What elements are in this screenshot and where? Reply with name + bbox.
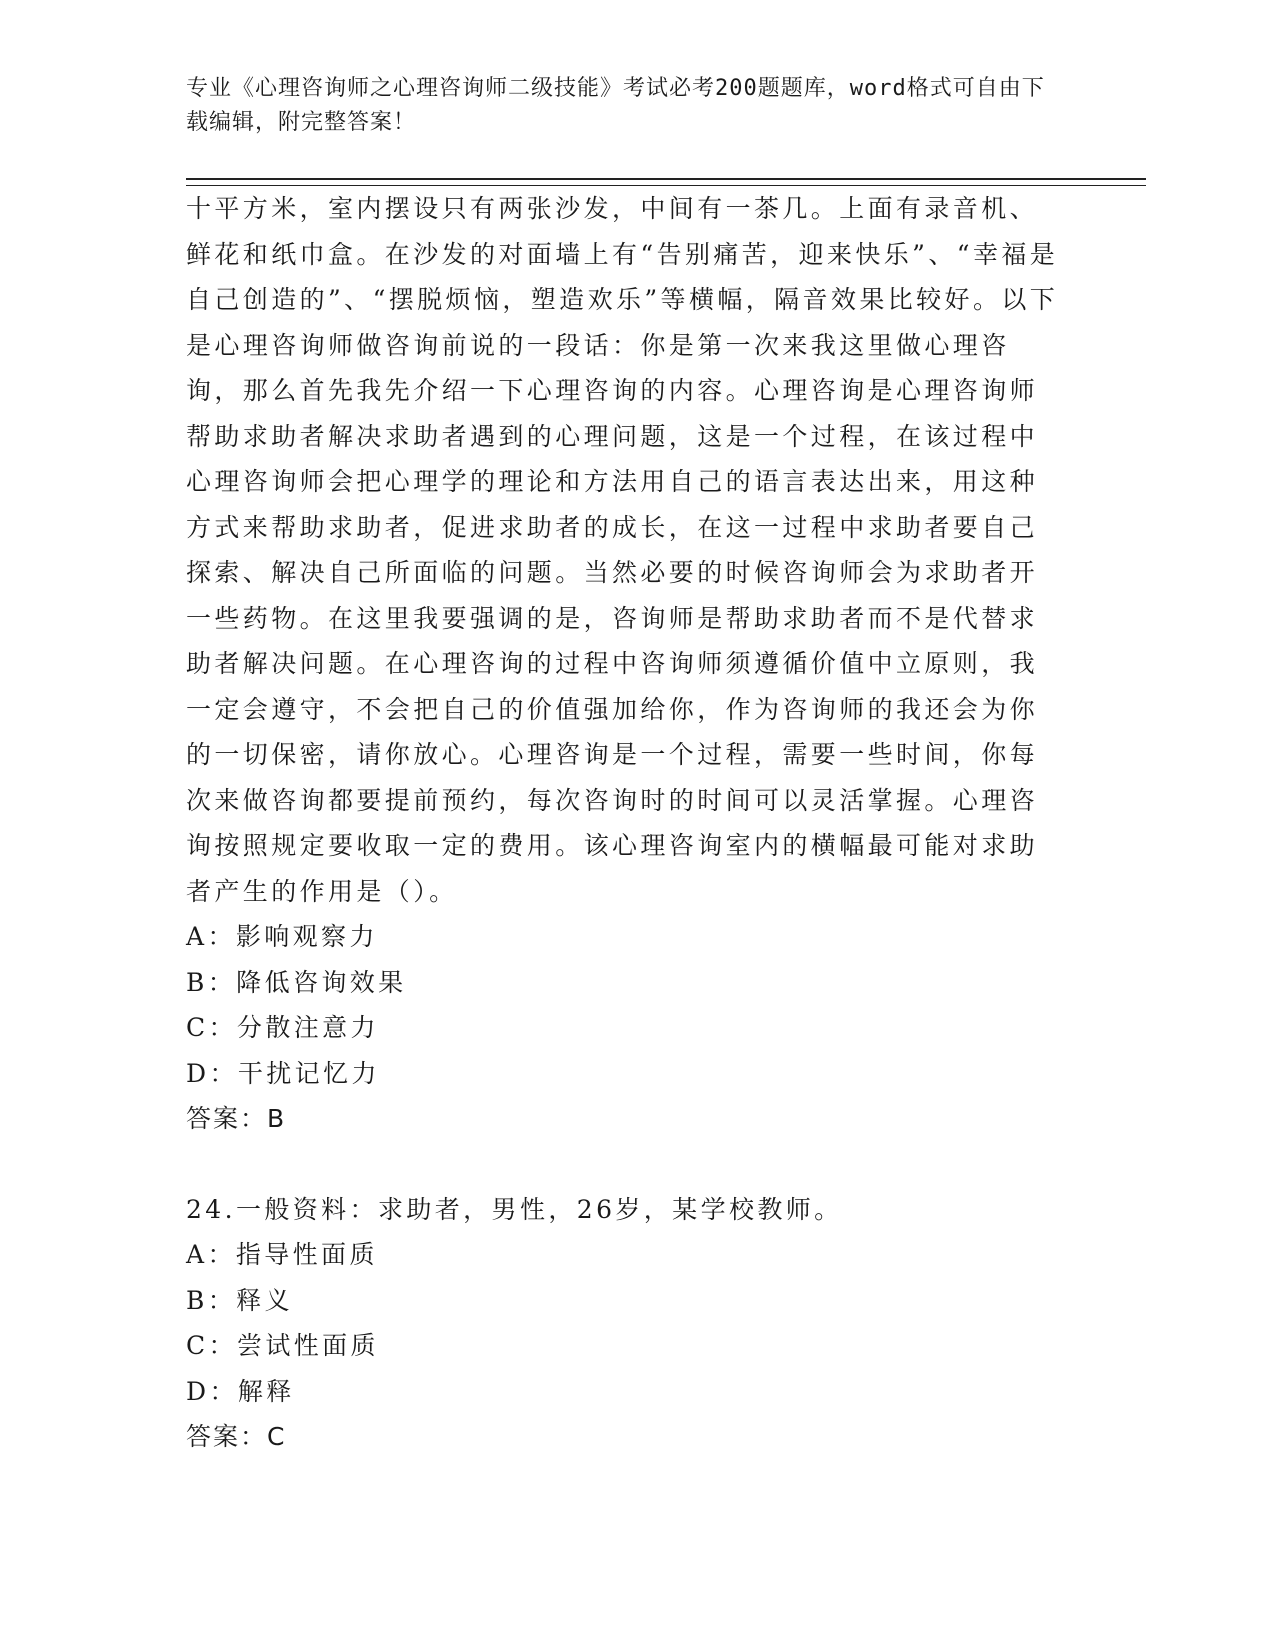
question-24-answer: 答案：C (186, 1422, 287, 1451)
question-23-option-a: A：影响观察力 (186, 922, 378, 951)
question-24 (186, 1187, 1066, 1460)
question-23-text: 十平方米，室内摆设只有两张沙发，中间有一茶几。上面有录音机、鲜花和纸巾盒。在沙发的对面墙上有“告别痛苦，迎来快乐”、“幸福是自己创造的”、“摆脱烦恼，塑造欢乐”等横幅，隔音效果比较好。以下是心理咨询师做咨询前说的一段话：你是第一次来我这里做心理咨询，那么首先我先介绍一下心理咨询的内容。心理咨询是心理咨询师帮助求助者解决求助者遇到的心理问题，这是一个过程，在该过程中心理咨询师会把心理学的理论和方法用自己的语言表达出来，用这种方式来帮助求助者，促进求助者的成长，在这一过程中求助者要自己探索、解决自己所面临的问题。当然必要的时候咨询师会为求助者开一些药物。在这里我要强调的是，咨询师是帮助求助者而不是代替求助者解决问题。在心理咨询的过程中咨询师须遵循价值中立原则，我一定会遵守，不会把自己的价值强加给你，作为咨询师的我还会为你的一切保密，请你放心。心理咨询是一个过程，需要一些时间，你每次来做咨询都要提前预约，每次咨询时的时间可以灵活掌握。心理咨询按照规定要收取一定的费用。该心理咨询室内的横幅最可能对求助者产生的作用是（）。 (186, 194, 1059, 906)
question-23-option-d: D：干扰记忆力 (186, 1058, 380, 1088)
question-24-option-b: B：释义 (186, 1285, 293, 1315)
question-23-answer: 答案：B (186, 1104, 287, 1133)
document-header (186, 72, 1066, 140)
header-divider-thick (186, 178, 1146, 180)
question-24-option-d: D：解释 (186, 1376, 295, 1406)
question-24-option-a: A：指导性面质 (186, 1240, 378, 1269)
document-body (186, 186, 1066, 1460)
question-23-option-b: B：降低咨询效果 (186, 967, 407, 997)
question-24-option-c: C：尝试性面质 (186, 1331, 379, 1360)
header-text: 专业《心理咨询师之心理咨询师二级技能》考试必考200题题库，word格式可自由下载编辑，附完整答案！ (186, 76, 1045, 135)
question-23-option-c: C：分散注意力 (186, 1013, 379, 1042)
question-spacer (186, 1142, 1066, 1187)
question-23 (186, 186, 1066, 1142)
question-24-stem: 24.一般资料：求助者，男性，26岁，某学校教师。 (186, 1194, 843, 1224)
